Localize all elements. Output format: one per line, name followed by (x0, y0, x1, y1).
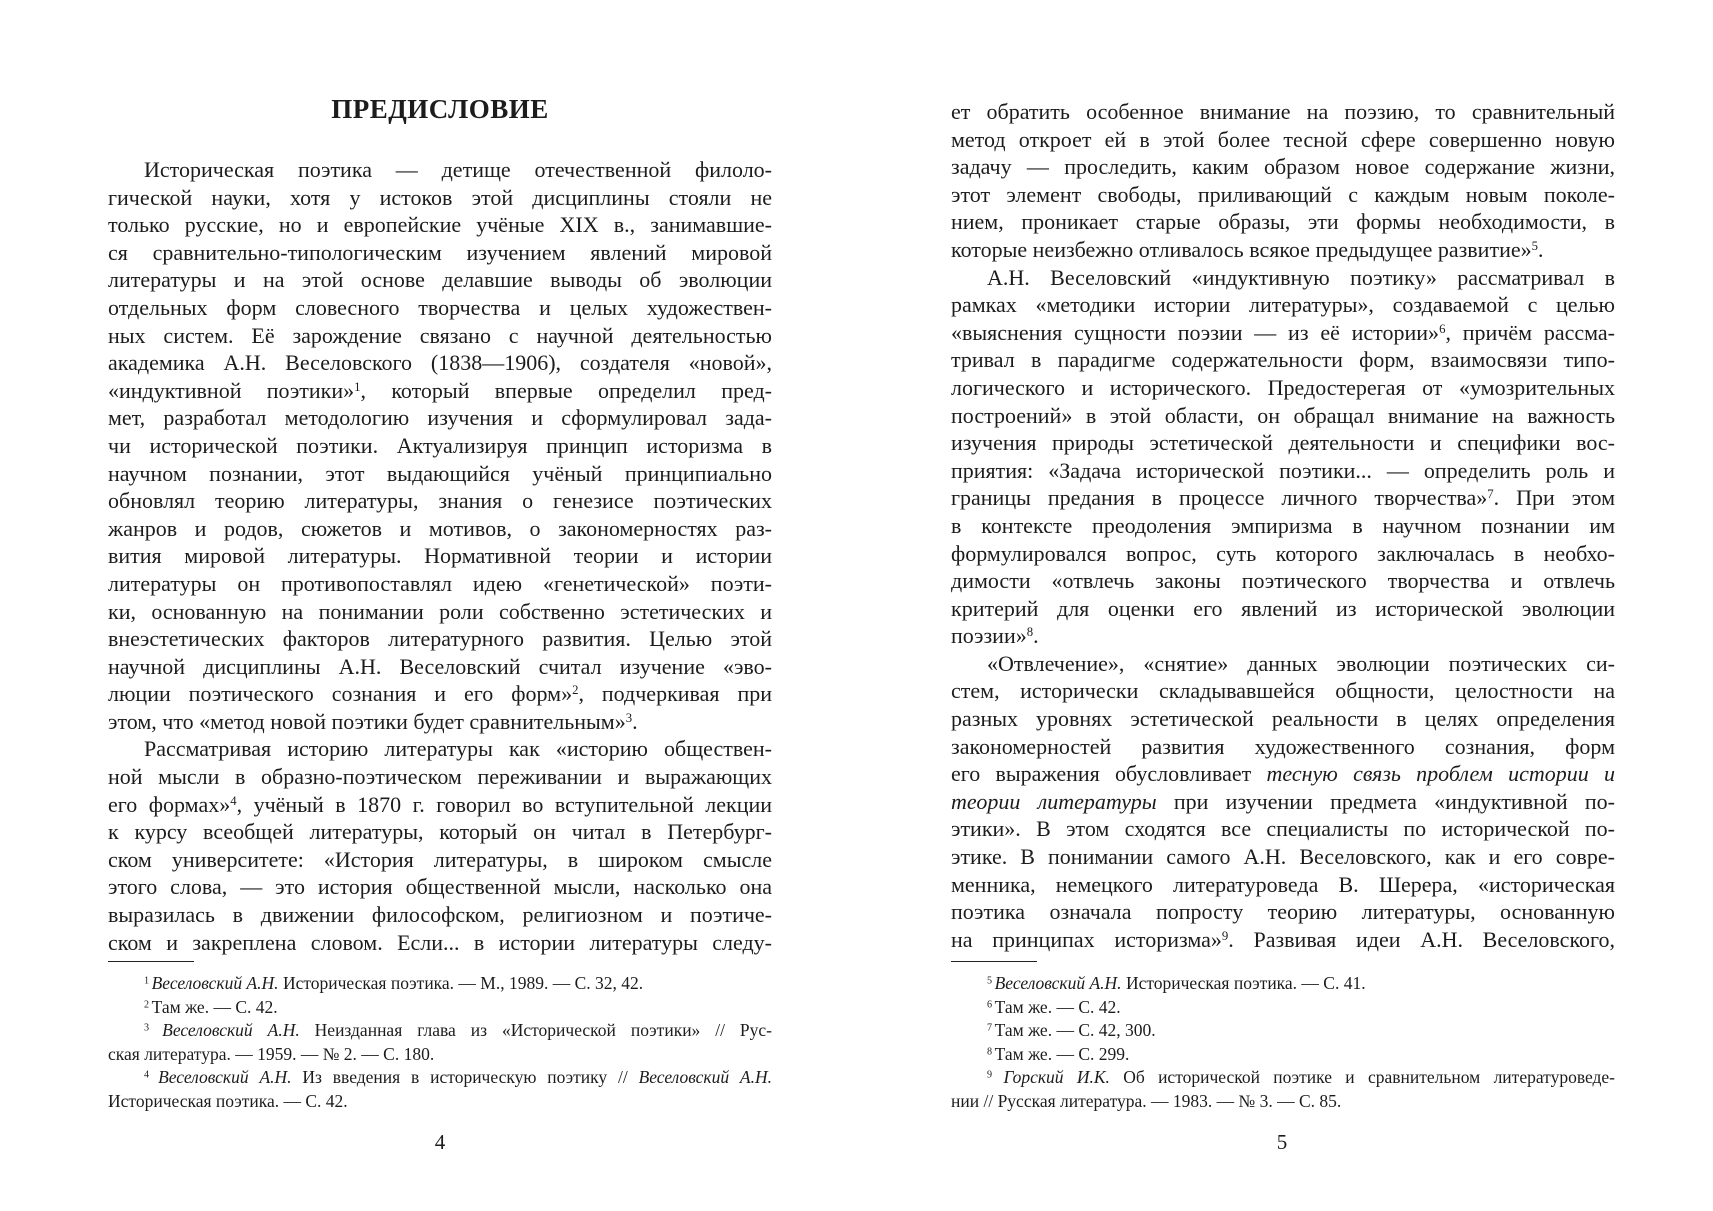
italic-text: теории литературы (951, 788, 1157, 814)
text-line (108, 972, 772, 996)
right-page (856, 0, 1713, 1211)
footnote-separator (951, 961, 1037, 962)
text-line: нии // Русская литература. — 1983. — № 3. — С. 85. (951, 1090, 1342, 1111)
italic-text: Веселовский А.Н. (151, 973, 279, 993)
text-segment: . (1537, 236, 1544, 262)
text-segment: поэзии» (951, 623, 1027, 649)
footnotes (108, 972, 772, 1114)
text-line: А.Н. Веселовский «индуктивную поэтику» рассматривал в (987, 264, 1615, 290)
footnote (108, 1066, 772, 1113)
text-segment: которые неизбежно отливалось всякое предыдущее развитие» (951, 236, 1532, 262)
text-line: разных уровнях эстетической реальности в целях определения (951, 706, 1615, 732)
text-line (951, 788, 1615, 816)
text-segment: люции поэтического сознания и его форм» (108, 681, 573, 707)
text-segment: . (1033, 623, 1039, 649)
footnote (108, 1019, 772, 1066)
text-line: Историческая поэтика. — С. 42. (108, 1090, 348, 1111)
paragraph (951, 98, 1615, 264)
text-line: литературы и на этой основе делавшие выводы об эволюции (108, 267, 772, 293)
paragraph (108, 156, 772, 735)
text-segment: Там же. — С. 42. (151, 996, 278, 1017)
text-line (951, 996, 1615, 1020)
text-line: мет, разработал методологию изучения и сформулировал зада- (108, 405, 772, 431)
text-line: построений» в этой области, он обращал внимание на важность (951, 402, 1615, 428)
paragraph (108, 735, 772, 956)
text-segment: «индуктивной поэтики» (108, 377, 355, 403)
text-segment: Из введения в историческую поэтику // (291, 1067, 639, 1088)
text-line: внеэстетических факторов литературного развития. Целью этой (108, 626, 772, 652)
text-line: чи исторической поэтики. Актуализируя принцип историзма в (108, 432, 772, 458)
text-line: ская литература. — 1959. — № 2. — С. 180. (108, 1043, 435, 1064)
text-segment: Об исторической поэтике и сравнительном литературоведе- (1109, 1067, 1616, 1088)
text-line (951, 972, 1615, 996)
text-line (108, 996, 772, 1020)
text-line: литературы он противопоставлял идею «генетической» поэти- (108, 570, 772, 596)
text-line: приятия: «Задача исторической поэтики... — определить роль и (951, 457, 1615, 483)
footnote-marker: 5 (1531, 238, 1538, 253)
footnote (951, 1066, 1615, 1113)
footnote-marker: 8 (1026, 625, 1034, 640)
text-line: этот элемент свободы, приливающий с каждым новым поколе- (951, 181, 1615, 207)
footnote-marker: 4 (230, 793, 237, 808)
body-text (108, 156, 772, 956)
italic-text: Веселовский А.Н. (158, 1067, 292, 1088)
footnote (108, 972, 772, 996)
footnote-marker: 6 (1439, 321, 1446, 336)
text-segment: этом, что «метод новой поэтики будет сравнительным» (108, 708, 626, 734)
text-segment: Историческая поэтика. — М., 1989. — С. 32, 42. (278, 973, 644, 993)
text-line (108, 377, 772, 405)
text-line: ной мысли в образно-поэтическом переживании и выражающих (108, 764, 772, 790)
text-line (108, 1066, 772, 1090)
text-line: этого слова, — это история общественной мысли, насколько она (108, 874, 772, 900)
footnote-marker: 2 (144, 999, 152, 1011)
page-number: 5 (1276, 1130, 1288, 1154)
text-line (108, 1019, 772, 1043)
footnote-marker: 9 (1221, 928, 1229, 943)
text-line (951, 760, 1615, 788)
text-segment: при изучении предмета «индуктивной по- (1156, 788, 1615, 814)
text-line: стем, исторически складывавшейся общности, целостности на (951, 678, 1615, 704)
footnote-marker: 5 (987, 975, 995, 987)
text-segment: на принципах историзма» (951, 926, 1222, 952)
text-segment: Там же. — С. 42, 300. (994, 1020, 1156, 1041)
text-line (108, 680, 772, 708)
text-line: тривал в парадигме содержательности форм, взаимосвязи типо- (951, 347, 1615, 373)
footnote-marker: 3 (625, 710, 633, 725)
left-page (0, 0, 856, 1211)
text-line: этике. В понимании самого А.Н. Веселовского, как и его совре- (951, 844, 1615, 870)
text-segment: . Развивая идеи А.Н. Веселовского, (1228, 926, 1615, 952)
text-line: критерий для оценки его явлений из исторической эволюции (951, 595, 1615, 621)
footnote-marker: 3 (144, 1022, 163, 1034)
text-line: обновлял теорию литературы, знания о генезисе поэтических (108, 488, 772, 514)
text-line: ском университете: «История литературы, в широком смысле (108, 846, 772, 872)
footnote (108, 996, 772, 1020)
footnote-marker: 1 (144, 975, 152, 987)
footnote-separator (108, 961, 194, 962)
italic-text: тесную связь проблем истории и (1266, 761, 1615, 787)
text-line: ных систем. Её зарождение связано с научной деятельностью (108, 322, 772, 348)
text-segment: границы предания в процессе личного творчества» (951, 485, 1488, 511)
footnote-marker: 7 (1487, 487, 1494, 502)
text-line: только русские, но и европейские учёные XIX в., занимавшие- (108, 212, 772, 238)
text-line: ся сравнительно-типологическим изучением явлений мировой (108, 239, 772, 265)
italic-text: Горский И.К. (1003, 1067, 1110, 1088)
text-line: академика А.Н. Веселовского (1838—1906), создателя «новой», (108, 350, 772, 376)
italic-text: Веселовский А.Н. (162, 1020, 300, 1041)
page-heading: ПРЕДИСЛОВИЕ (331, 94, 549, 124)
footnote-marker: 2 (572, 683, 579, 698)
text-line: Рассматривая историю литературы как «историю обществен- (144, 736, 772, 762)
footnote-marker: 7 (987, 1022, 995, 1034)
text-line (951, 236, 1615, 264)
text-line: Историческая поэтика — детище отечественной филоло- (144, 157, 772, 182)
text-line: «Отвлечение», «снятие» данных эволюции поэтических си- (987, 650, 1615, 676)
text-segment: , подчеркивая при (578, 681, 773, 707)
text-line (108, 708, 772, 736)
footnotes (951, 972, 1615, 1114)
footnote-marker: 8 (987, 1046, 995, 1058)
text-line: формулировался вопрос, суть которого заключалась в необхо- (951, 540, 1615, 566)
text-segment: , который впервые определил пред- (360, 377, 772, 403)
text-line: к курсу всеобщей литературы, который он читал в Петербург- (108, 819, 772, 845)
italic-text: Веселовский А.Н. (994, 973, 1122, 993)
text-line: логического и исторического. Предостерегая от «умозрительных (951, 374, 1615, 400)
text-line: научном познании, этот выдающийся учёный принципиально (108, 460, 772, 486)
paragraph (951, 264, 1615, 650)
text-segment: Там же. — С. 299. (994, 1043, 1130, 1064)
text-line (951, 1019, 1615, 1043)
text-line: метод откроет ей в этой более тесной сфере совершенно новую (951, 126, 1615, 152)
text-line: нием, проникает старые образы, эти формы необходимости, в (951, 209, 1615, 235)
footnote (951, 1043, 1615, 1067)
text-segment: «выяснения сущности поэзии — из её истории» (951, 319, 1440, 345)
text-segment: его формах» (108, 791, 231, 817)
paragraph (951, 650, 1615, 954)
footnote (951, 972, 1615, 996)
text-line: менника, немецкого литературоведа В. Шерера, «историческая (951, 871, 1615, 897)
footnote-marker: 4 (144, 1069, 159, 1081)
text-line: выразилась в движении философском, религиозном и поэтиче- (108, 902, 772, 928)
text-line: отдельных форм словесного творчества и целых художествен- (108, 294, 772, 320)
footnote-marker: 6 (987, 999, 995, 1011)
footnote-marker: 9 (987, 1069, 1004, 1081)
text-line: закономерностей развития художественного сознания, форм (951, 733, 1615, 759)
text-line: в контексте преодоления эмпиризма в научном познании им (951, 512, 1615, 538)
text-line: рамках «методики истории литературы», создаваемой с целью (951, 292, 1615, 318)
text-segment: Там же. — С. 42. (994, 996, 1121, 1017)
text-line: задачу — проследить, каким образом новое содержание жизни, (951, 154, 1615, 180)
text-line: ском и закреплена словом. Если... в истории литературы следу- (108, 929, 772, 955)
text-line: научной дисциплины А.Н. Веселовский считал изучение «эво- (108, 653, 772, 679)
text-line: ки, основанную на понимании роли собственно эстетических и (108, 598, 772, 624)
page-number: 4 (434, 1130, 446, 1154)
text-line: этики». В этом сходятся все специалисты по исторической по- (951, 816, 1615, 842)
text-segment: Историческая поэтика. — С. 41. (1121, 973, 1366, 993)
text-line (951, 1043, 1615, 1067)
footnote (951, 1019, 1615, 1043)
footnote-marker: 1 (354, 379, 361, 394)
text-line: вития мировой литературы. Нормативной теории и истории (108, 543, 772, 569)
text-line (951, 484, 1615, 512)
text-line: ет обратить особенное внимание на поэзию, то сравнительный (951, 99, 1615, 124)
text-segment: , причём рассма- (1445, 319, 1615, 345)
body-text (951, 98, 1615, 953)
text-line (108, 791, 772, 819)
text-segment: . При этом (1493, 485, 1615, 511)
text-line: гической науки, хотя у истоков этой дисциплины стояли не (108, 184, 772, 210)
text-line: изучения природы эстетической деятельности и специфики вос- (951, 430, 1615, 456)
text-segment: его выражения обусловливает (951, 761, 1267, 787)
footnote (951, 996, 1615, 1020)
text-line: поэтика означала попросту теорию литературы, основанную (951, 899, 1615, 925)
text-line (951, 622, 1615, 650)
text-line (951, 926, 1615, 954)
text-line: димости «отвлечь законы поэтического творчества и отвлечь (951, 568, 1615, 594)
text-line: жанров и родов, сюжетов и мотивов, о закономерностях раз- (108, 515, 772, 541)
text-line (951, 1066, 1615, 1090)
italic-text: Веселовский А.Н. (638, 1067, 772, 1088)
text-line (951, 319, 1615, 347)
text-segment: , учёный в 1870 г. говорил во вступительной лекции (236, 791, 773, 817)
text-segment: . (632, 708, 638, 734)
text-segment: Неизданная глава из «Исторической поэтики» // Рус- (299, 1020, 773, 1041)
